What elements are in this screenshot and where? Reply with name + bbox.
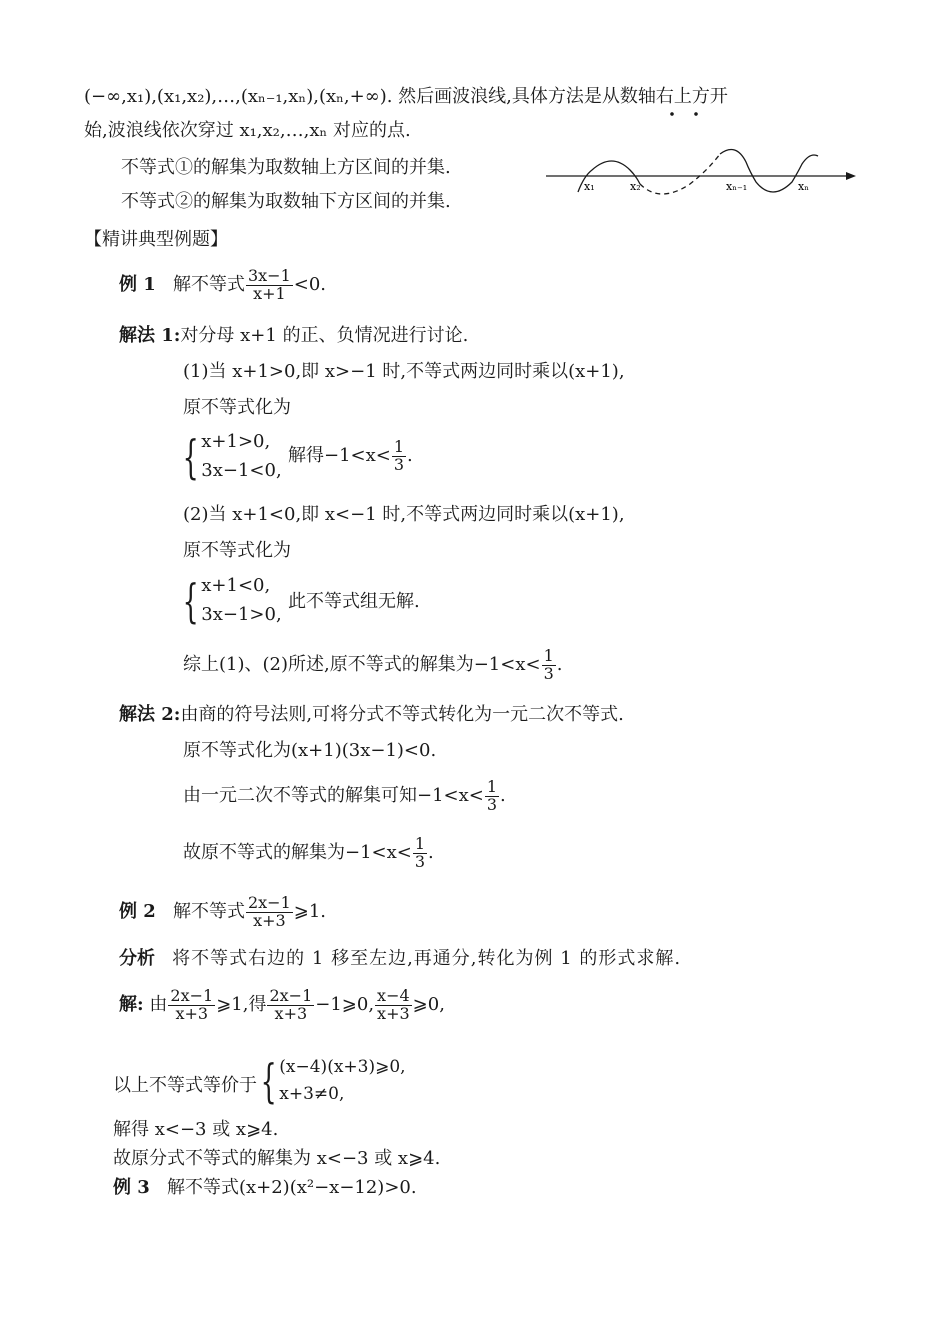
frac-den: 3 xyxy=(543,663,554,683)
system-line: x+1>0, xyxy=(201,431,271,452)
result-end: . xyxy=(407,445,413,466)
frac-num: 2x−1 xyxy=(247,892,291,912)
system-line: 3x−1<0, xyxy=(201,459,282,481)
frac-num: 3x−1 xyxy=(247,265,291,285)
system-line: x+3≠0, xyxy=(279,1084,345,1105)
solution-line xyxy=(119,985,445,1025)
summary-text: 综上(1)、(2)所述,原不等式的解集为−1<x< xyxy=(183,654,541,675)
summary-line xyxy=(183,645,563,685)
frac-num: 1 xyxy=(393,436,405,456)
example-1-suffix: <0. xyxy=(293,274,327,295)
system-1 xyxy=(176,428,282,486)
analysis-label: 分析 xyxy=(119,948,155,969)
result-line-2: 故原分式不等式的解集为 x<−3 或 x⩾4. xyxy=(113,1148,441,1169)
example-3-text: 解不等式(x+2)(x²−x−12)>0. xyxy=(166,1177,417,1198)
brace-icon: { xyxy=(260,1054,277,1109)
fraction xyxy=(485,776,499,814)
line-end: . xyxy=(428,842,434,863)
system-2-result: 此不等式组无解. xyxy=(288,591,420,612)
example-1 xyxy=(119,265,326,305)
system-line: (x−4)(x+3)⩾0, xyxy=(279,1057,406,1077)
frac-den: 3 xyxy=(414,851,426,871)
solution-label: 解: xyxy=(119,994,144,1015)
frac-den: x+3 xyxy=(274,1003,308,1023)
line-text: 故原不等式的解集为−1<x< xyxy=(183,842,412,863)
fraction xyxy=(392,436,406,474)
wave-dashed xyxy=(640,154,720,194)
method-2-line-3 xyxy=(183,833,434,873)
brace-icon: { xyxy=(182,573,199,628)
example-2-prefix: 解不等式 xyxy=(172,901,245,922)
intro-line-1 xyxy=(84,86,728,108)
method-1-text: 对分母 x+1 的正、负情况进行讨论. xyxy=(180,325,469,346)
solution-text: −1⩾0, xyxy=(315,994,375,1015)
example-2-suffix: ⩾1. xyxy=(293,901,327,922)
method-2-heading xyxy=(119,704,624,726)
case-2-sub: 原不等式化为 xyxy=(183,540,291,561)
axis-arrow-icon xyxy=(846,172,856,180)
frac-num: 1 xyxy=(414,833,426,853)
result-text: 解得−1<x< xyxy=(288,445,391,466)
intro-line-4: 不等式②的解集为取数轴下方区间的并集. xyxy=(121,191,451,212)
solution-text: ⩾1,得 xyxy=(216,994,267,1015)
equiv-prefix: 以上不等式等价于 xyxy=(113,1075,257,1096)
analysis-line xyxy=(119,948,681,970)
frac-num: 1 xyxy=(543,645,554,665)
analysis-text: 将不等式右边的 1 移至左边,再通分,转化为例 1 的形式求解. xyxy=(172,948,682,969)
method-1-label: 解法 1: xyxy=(119,325,181,346)
case-1-line: (1)当 x+1>0,即 x>−1 时,不等式两边同时乘以(x+1), xyxy=(183,361,625,382)
system-line: x+1<0, xyxy=(201,575,271,596)
method-1-heading xyxy=(119,325,468,347)
example-3-label: 例 3 xyxy=(113,1177,150,1198)
fraction xyxy=(246,265,293,303)
case-1-sub: 原不等式化为 xyxy=(183,397,291,418)
label-xn: xₙ xyxy=(798,180,809,193)
intro-line-1-end: 开 xyxy=(709,86,728,107)
example-2-label: 例 2 xyxy=(119,901,156,922)
equiv-system xyxy=(254,1054,406,1108)
system-line: 3x−1>0, xyxy=(201,603,282,625)
fraction xyxy=(375,985,412,1023)
solution-text: 由 xyxy=(149,994,168,1015)
method-2-line-2 xyxy=(183,776,506,816)
method-2-line-1: 原不等式化为(x+1)(3x−1)<0. xyxy=(183,740,437,761)
system-2 xyxy=(176,572,282,630)
method-2-label: 解法 2: xyxy=(119,704,181,725)
frac-den: x+3 xyxy=(175,1003,209,1023)
fraction xyxy=(413,833,427,871)
example-3 xyxy=(113,1177,417,1199)
method-2-text: 由商的符号法则,可将分式不等式转化为一元二次不等式. xyxy=(180,704,624,725)
result-line-1: 解得 x<−3 或 x⩾4. xyxy=(113,1119,279,1140)
frac-num: x−4 xyxy=(377,985,410,1005)
intro-line-1-text: (−∞,x₁),(x₁,x₂),…,(xₙ₋₁,xₙ),(xₙ,+∞). 然后画波浪线,具体方法是从数轴 xyxy=(84,86,656,107)
system-1-result xyxy=(288,436,413,476)
frac-num: 2x−1 xyxy=(170,985,214,1005)
fraction xyxy=(246,892,293,930)
summary-end: . xyxy=(556,654,563,675)
intro-line-2: 始,波浪线依次穿过 x₁,x₂,…,xₙ 对应的点. xyxy=(84,120,411,141)
frac-den: x+3 xyxy=(377,1003,410,1023)
frac-den: x+1 xyxy=(253,283,286,303)
label-x1: x₁ xyxy=(584,180,595,193)
frac-den: 3 xyxy=(393,454,405,474)
solution-text: ⩾0, xyxy=(412,994,445,1015)
frac-num: 1 xyxy=(486,776,498,796)
line-end: . xyxy=(500,785,506,806)
example-1-prefix: 解不等式 xyxy=(172,274,245,295)
example-2 xyxy=(119,892,326,932)
label-x2: x₂ xyxy=(630,180,641,193)
case-2-line: (2)当 x+1<0,即 x<−1 时,不等式两边同时乘以(x+1), xyxy=(183,504,625,525)
example-1-label: 例 1 xyxy=(119,274,156,295)
frac-den: x+3 xyxy=(253,910,286,930)
frac-num: 2x−1 xyxy=(269,985,313,1005)
section-heading: 【精讲典型例题】 xyxy=(84,229,228,250)
wave-figure xyxy=(540,148,860,204)
emphasis-text: 右上方 xyxy=(655,86,710,107)
fraction xyxy=(168,985,215,1023)
intro-line-3: 不等式①的解集为取数轴上方区间的并集. xyxy=(121,157,451,178)
fraction xyxy=(542,645,556,683)
label-xn-1: xₙ₋₁ xyxy=(726,180,748,193)
brace-icon: { xyxy=(182,429,199,484)
frac-den: 3 xyxy=(486,794,498,814)
fraction xyxy=(267,985,314,1023)
line-text: 由一元二次不等式的解集可知−1<x< xyxy=(183,785,484,806)
